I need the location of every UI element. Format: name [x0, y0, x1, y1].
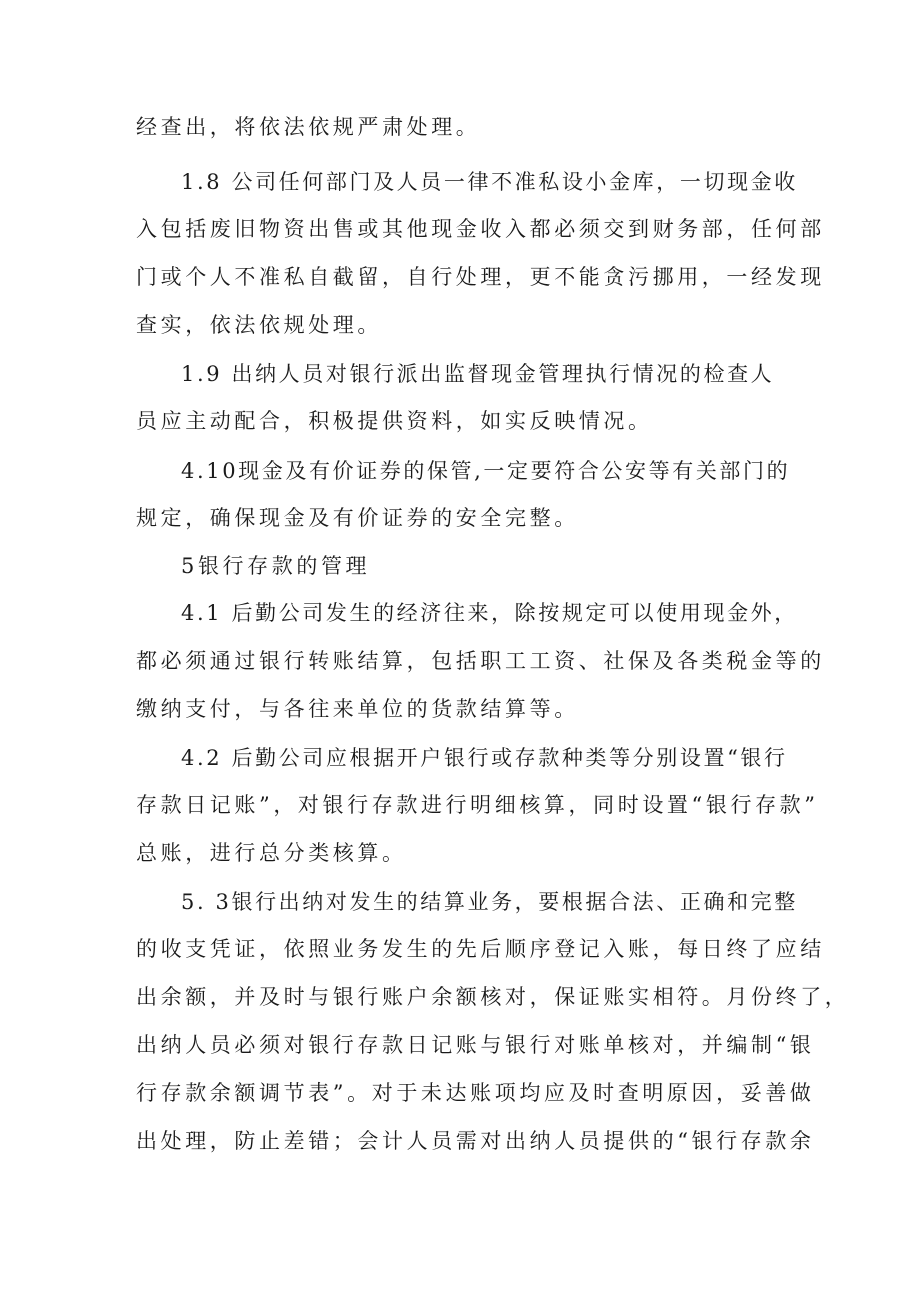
text-line: 存款日记账”，对银行存款进行明细核算，同时设置“银行存款” [136, 793, 819, 817]
text-line: 5. 3银行出纳对发生的结算业务，要根据合法、正确和完整 [181, 890, 798, 914]
text-line: 4.1 后勤公司发生的经济往来，除按规定可以使用现金外， [181, 601, 798, 625]
text-line: 缴纳支付，与各往来单位的货款结算等。 [136, 697, 579, 721]
text-line: 都必须通过银行转账结算，包括职工工资、社保及各类税金等的 [136, 649, 825, 673]
text-line: 员应主动配合，积极提供资料，如实反映情况。 [136, 409, 653, 433]
text-line: 出处理，防止差错；会计人员需对出纳人员提供的“银行存款余 [136, 1129, 815, 1153]
text-line: 规定，确保现金及有价证券的安全完整。 [136, 506, 579, 530]
text-line: 出余额，并及时与银行账户余额核对，保证账实相符。月份终了， [136, 985, 850, 1009]
text-line: 门或个人不准私自截留，自行处理，更不能贪污挪用，一经发现 [136, 265, 825, 289]
text-line: 1.9 出纳人员对银行派出监督现金管理执行情况的检查人 [181, 362, 775, 386]
text-line: 的收支凭证，依照业务发生的先后顺序登记入账，每日终了应结 [136, 937, 825, 961]
text-line: 4.2 后勤公司应根据开户银行或存款种类等分别设置“银行 [181, 746, 788, 770]
text-line: 查实，依法依规处理。 [136, 313, 382, 337]
text-line: 总账，进行总分类核算。 [136, 841, 407, 865]
text-line: 4.10现金及有价证券的保管,一定要符合公安等有关部门的 [181, 459, 791, 483]
text-line: 经查出，将依法依规严肃处理。 [136, 115, 481, 139]
section-heading: 5银行存款的管理 [181, 554, 371, 578]
text-line: 1.8 公司任何部门及人员一律不准私设小金库，一切现金收 [181, 170, 798, 194]
text-line: 入包括废旧物资出售或其他现金收入都必须交到财务部，任何部 [136, 217, 825, 241]
text-line: 行存款余额调节表”。对于未达账项均应及时查明原因，妥善做 [136, 1081, 815, 1105]
text-line: 出纳人员必须对银行存款日记账与银行对账单核对，并编制“银 [136, 1033, 815, 1057]
